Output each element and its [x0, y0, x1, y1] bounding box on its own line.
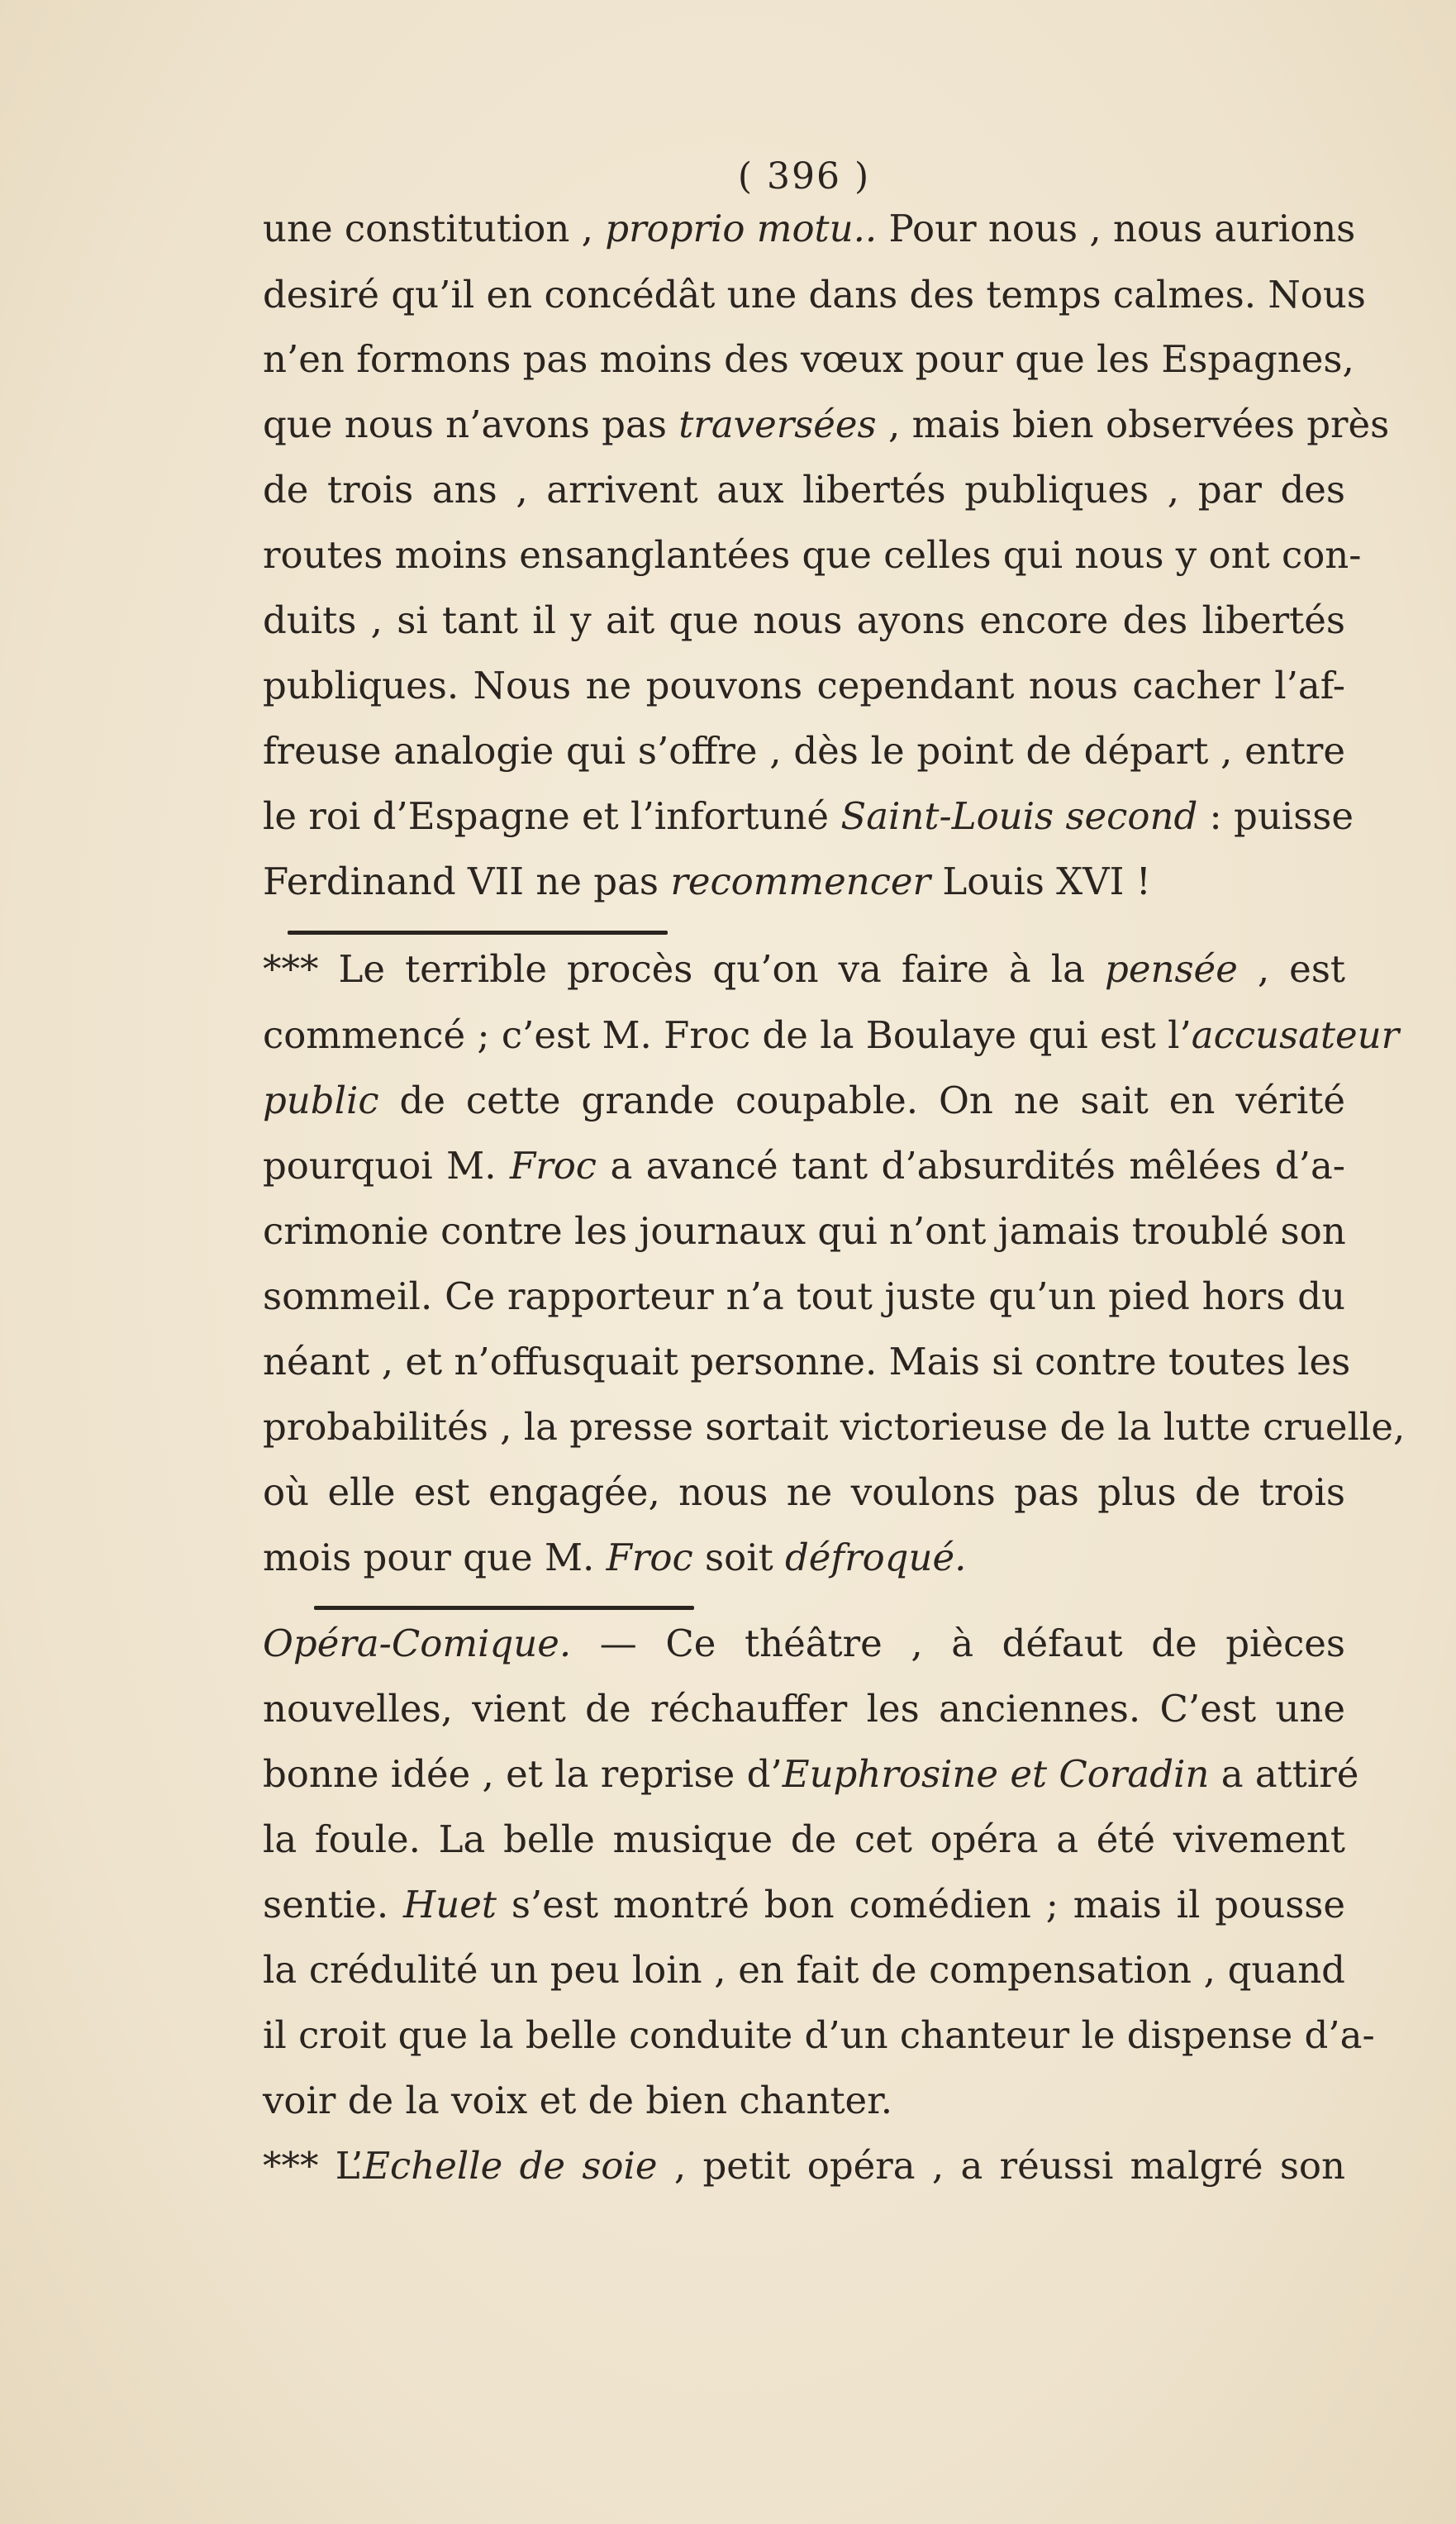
text-segment: freuse analogie qui s’offre , dès le point de départ , entre [263, 729, 1345, 773]
text-segment: n’en formons pas moins des vœux pour que les Espagnes, [263, 337, 1354, 381]
text-segment: desiré qu’il en concédât une dans des temps calmes. Nous [263, 273, 1366, 317]
text-segment: le roi d’Espagne et l’infortuné [263, 794, 841, 838]
text-line [263, 937, 1345, 1002]
text-line [263, 1612, 1345, 1676]
text-segment: Ferdinand VII ne pas [263, 860, 671, 903]
text-line [263, 784, 1354, 849]
text-line [263, 1134, 1345, 1198]
italic-text: traversées [678, 402, 877, 446]
text-segment: *** Le terrible procès qu’on va faire à la [263, 947, 1106, 991]
italic-text: Huet [403, 1883, 497, 1926]
italic-text: Echelle de soie [363, 2144, 658, 2188]
text-segment: la foule. La belle musique de cet opéra a été vivement [263, 1817, 1345, 1861]
text-line [263, 1807, 1345, 1872]
text-line [263, 588, 1345, 653]
text-segment: a attiré [1209, 1752, 1359, 1796]
italic-text: Saint-Louis second [840, 794, 1198, 838]
text-line [263, 1330, 1351, 1394]
text-segment: il croit que la belle conduite d’un chanteur le dispense d’a- [263, 2013, 1375, 2057]
text-line [263, 1873, 1345, 1937]
text-line [263, 458, 1345, 522]
italic-text: Euphrosine et Coradin [782, 1752, 1210, 1796]
text-line [263, 1460, 1345, 1525]
text-segment: : puisse [1197, 794, 1354, 838]
italic-text: proprio motu.. [605, 207, 878, 250]
italic-text: défroqué. [784, 1536, 967, 1579]
text-line [263, 263, 1366, 327]
text-segment: de trois ans , arrivent aux libertés publiques , par des [263, 468, 1345, 512]
text-segment: sentie. [263, 1883, 403, 1926]
text-segment: publiques. Nous ne pouvons cependant nous cacher l’af- [263, 664, 1345, 707]
text-segment: — Ce théâtre , à défaut de pièces [571, 1622, 1345, 1665]
text-line [263, 393, 1390, 457]
text-line [263, 2134, 1345, 2198]
text-line [263, 1938, 1345, 2003]
text-segment: Pour nous , nous aurions [877, 207, 1356, 250]
text-line [263, 1199, 1345, 1264]
text-segment: probabilités , la presse sortait victorieuse de la lutte cruelle, [263, 1405, 1406, 1449]
text-line [263, 1526, 1345, 1590]
text-line [263, 2003, 1375, 2068]
section-rule-1 [288, 931, 668, 935]
text-line [263, 850, 1345, 914]
text-line [263, 1742, 1359, 1807]
text-line [263, 2069, 1345, 2133]
text-segment: crimonie contre les journaux qui n’ont jamais troublé son [263, 1209, 1346, 1253]
text-segment: voir de la voix et de bien chanter. [263, 2079, 893, 2122]
section-rule-2 [314, 1606, 694, 1610]
text-line [263, 719, 1345, 783]
text-line [263, 1069, 1345, 1133]
text-segment: s’est montré bon comédien ; mais il pousse [496, 1883, 1346, 1926]
text-line [263, 523, 1362, 588]
text-segment: pourquoi M. [263, 1144, 510, 1188]
text-segment: routes moins ensanglantées que celles qui nous y ont con- [263, 533, 1362, 577]
text-line [263, 1003, 1400, 1068]
text-line [263, 654, 1345, 718]
text-line [263, 327, 1354, 392]
text-segment: une constitution , [263, 207, 606, 250]
text-segment: néant , et n’offusquait personne. Mais si contre toutes les [263, 1340, 1351, 1383]
text-segment: Louis XVI ! [930, 860, 1151, 903]
text-segment: , petit opéra , a réussi malgré son [657, 2144, 1345, 2188]
text-segment: , est [1237, 947, 1345, 991]
text-segment: , mais bien observées près [876, 402, 1390, 446]
text-segment: la crédulité un peu loin , en fait de compensation , quand [263, 1948, 1345, 1992]
text-segment: *** L’ [263, 2144, 364, 2188]
text-line [263, 197, 1356, 261]
text-segment: duits , si tant il y ait que nous ayons encore des libertés [263, 598, 1345, 642]
italic-text: pensée [1105, 947, 1238, 991]
text-line [263, 1677, 1345, 1741]
text-line [263, 1264, 1345, 1329]
text-segment: de cette grande coupable. On ne sait en vérité [378, 1079, 1345, 1122]
italic-text: Froc [606, 1536, 693, 1579]
italic-text: Opéra-Comique. [263, 1622, 572, 1665]
text-segment: sommeil. Ce rapporteur n’a tout juste qu’un pied hors du [263, 1274, 1345, 1318]
text-line [263, 1395, 1406, 1460]
text-segment: que nous n’avons pas [263, 402, 679, 446]
italic-text: recommencer [670, 860, 931, 903]
text-segment: où elle est engagée, nous ne voulons pas plus de trois [263, 1470, 1345, 1514]
page-number: ( 396 ) [737, 155, 871, 198]
text-segment: mois pour que M. [263, 1536, 607, 1579]
text-segment: a avancé tant d’absurdités mêlées d’a- [597, 1144, 1345, 1188]
text-segment: bonne idée , et la reprise d’ [263, 1752, 783, 1796]
italic-text: accusateur [1191, 1013, 1400, 1057]
text-segment: nouvelles, vient de réchauffer les anciennes. C’est une [263, 1687, 1345, 1731]
italic-text: public [263, 1079, 379, 1122]
text-segment: commencé ; c’est M. Froc de la Boulaye qui est l’ [263, 1013, 1192, 1057]
italic-text: Froc [509, 1144, 597, 1188]
text-segment: soit [692, 1536, 785, 1579]
